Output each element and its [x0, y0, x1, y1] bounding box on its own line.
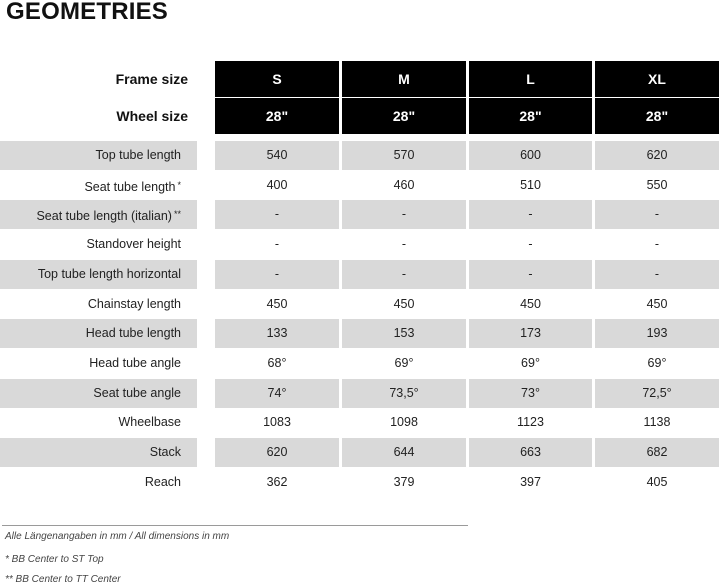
value-cell-s: 74° — [215, 379, 339, 408]
value-cell-m: 450 — [393, 297, 415, 311]
value-cell-xl: - — [654, 237, 660, 251]
row-label — [0, 408, 197, 437]
units-note: Alle Längenangaben in mm / All dimensions in mm — [5, 531, 230, 542]
value-cell-l: 600 — [469, 141, 592, 170]
table-row — [0, 319, 720, 348]
row-label-text: Chainstay length — [87, 297, 181, 311]
value-cell-l: 510 — [520, 178, 541, 192]
frame-size-label: Frame size — [115, 71, 188, 87]
table-row — [0, 349, 720, 378]
value-cell-l: 73° — [469, 379, 592, 408]
row-label — [0, 319, 197, 348]
row-label-text: Head tube length — [85, 326, 181, 340]
row-label — [0, 260, 197, 289]
value-cell-s: - — [215, 260, 339, 289]
value-cell-l: 69° — [521, 356, 540, 370]
row-label-text: Top tube length — [95, 148, 181, 162]
value-cell-m: - — [401, 237, 407, 251]
wheel-size-label: Wheel size — [116, 108, 188, 124]
value-cell-l: 663 — [469, 438, 592, 467]
value-cell-xl: 450 — [646, 297, 668, 311]
size-xl-header: XL — [595, 61, 719, 97]
value-cell-xl: - — [595, 200, 719, 229]
footnote-marker: * — [177, 180, 181, 190]
row-label-text: Standover height — [86, 237, 181, 251]
value-cell-l: - — [469, 200, 592, 229]
table-row — [0, 230, 720, 259]
footnote-tt-center: ** BB Center to TT Center — [5, 574, 121, 585]
row-label — [0, 141, 197, 170]
value-cell-s: - — [274, 237, 280, 251]
value-cell-m: 73,5° — [342, 379, 466, 408]
row-label — [0, 171, 197, 200]
table-row — [0, 468, 720, 497]
value-cell-xl: 1138 — [643, 415, 671, 429]
value-cell-xl: 620 — [595, 141, 719, 170]
size-s-header: S — [215, 61, 339, 97]
value-cell-s: 68° — [267, 356, 287, 370]
row-label-text: Wheelbase — [118, 415, 181, 429]
value-cell-l: 450 — [520, 297, 541, 311]
table-row — [0, 260, 720, 289]
value-cell-l: - — [528, 237, 533, 251]
value-cell-xl: - — [595, 260, 719, 289]
row-label-text: Top tube length horizontal — [37, 267, 181, 281]
value-cell-m: 644 — [342, 438, 466, 467]
value-cell-s: 133 — [215, 319, 339, 348]
table-row — [0, 290, 720, 319]
value-cell-m: 1098 — [390, 415, 418, 429]
value-cell-s: - — [215, 200, 339, 229]
row-label — [0, 438, 197, 467]
page-title: GEOMETRIES — [6, 0, 169, 25]
value-cell-m: - — [342, 200, 466, 229]
row-label — [0, 200, 197, 229]
wheel-xl-cell: 28" — [595, 98, 719, 134]
value-cell-m: 570 — [342, 141, 466, 170]
value-cell-xl: 550 — [646, 178, 668, 192]
value-cell-xl: 682 — [595, 438, 719, 467]
row-label — [0, 349, 197, 378]
row-label-text: Stack — [149, 445, 181, 459]
wheel-s-cell: 28" — [215, 98, 339, 134]
value-cell-m: 153 — [342, 319, 466, 348]
row-label-text: Seat tube length (italian) — [36, 209, 172, 223]
value-cell-xl: 69° — [647, 356, 667, 370]
frame-size-row — [0, 61, 720, 97]
value-cell-xl: 72,5° — [595, 379, 719, 408]
row-label — [0, 290, 197, 319]
value-cell-s: 1083 — [263, 415, 291, 429]
value-cell-m: 460 — [393, 178, 415, 192]
value-cell-m: 69° — [394, 356, 414, 370]
row-label-text: Seat tube length — [84, 180, 176, 194]
value-cell-s: 450 — [266, 297, 288, 311]
wheel-l-cell: 28" — [469, 98, 592, 134]
table-row — [0, 408, 720, 437]
table-row — [0, 171, 720, 200]
value-cell-s: 400 — [266, 178, 288, 192]
footnote-marker: ** — [173, 209, 181, 219]
value-cell-s: 362 — [266, 475, 288, 489]
value-cell-xl: 405 — [646, 475, 668, 489]
wheel-m-cell: 28" — [342, 98, 466, 134]
value-cell-l: 173 — [469, 319, 592, 348]
table-row — [0, 438, 720, 467]
row-label — [0, 379, 197, 408]
row-label-text: Reach — [144, 475, 181, 489]
table-row — [0, 200, 720, 229]
footnote-st-top: * BB Center to ST Top — [5, 554, 104, 565]
row-label-text: Head tube angle — [89, 356, 181, 370]
value-cell-s: 620 — [215, 438, 339, 467]
size-l-header: L — [469, 61, 592, 97]
wheel-size-row — [0, 98, 720, 134]
size-m-header: M — [342, 61, 466, 97]
value-cell-m: - — [342, 260, 466, 289]
value-cell-m: 379 — [393, 475, 415, 489]
notes-divider — [2, 525, 468, 526]
row-label-text: Seat tube angle — [93, 386, 181, 400]
value-cell-xl: 193 — [595, 319, 719, 348]
row-label — [0, 468, 197, 497]
table-row — [0, 379, 720, 408]
value-cell-l: 1123 — [517, 415, 544, 429]
value-cell-s: 540 — [215, 141, 339, 170]
table-row — [0, 141, 720, 170]
value-cell-l: 397 — [520, 475, 541, 489]
value-cell-l: - — [469, 260, 592, 289]
row-label — [0, 230, 197, 259]
